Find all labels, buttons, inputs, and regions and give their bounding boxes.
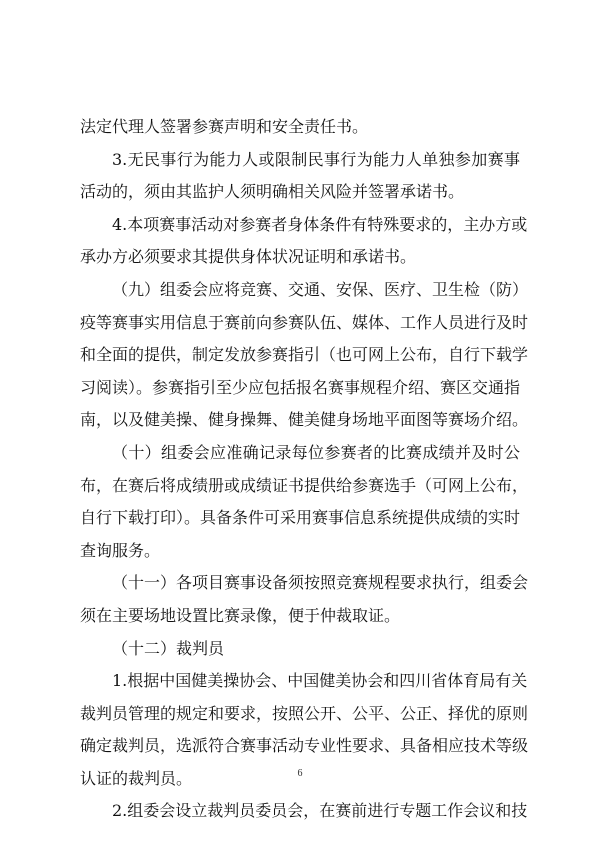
page-number: 6 — [297, 768, 303, 779]
text-line: 查询服务。 — [80, 540, 161, 560]
text-line: 南，以及健美操、健身操舞、健美健身场地平面图等赛场介绍。 — [80, 410, 529, 430]
text-line: 认证的裁判员。 — [80, 768, 193, 788]
text-line: 自行下载打印）。具备条件可采用赛事信息系统提供成绩的实时 — [80, 508, 521, 528]
text-line: 2.组委会设立裁判员委员会，在赛前进行专题工作会议和技 — [112, 801, 528, 821]
text-line: 须在主要场地设置比赛录像，便于仲裁取证。 — [80, 605, 401, 625]
text-line: 疫等赛事实用信息于赛前向参赛队伍、媒体、工作人员进行及时 — [80, 312, 529, 332]
text-line: 4.本项赛事活动对参赛者身体条件有特殊要求的，主办方或 — [112, 214, 528, 234]
body-text — [80, 111, 529, 828]
text-line: （九）组委会应将竞赛、交通、安保、医疗、卫生检（防） — [112, 279, 529, 299]
text-line: （十）组委会应准确记录每位参赛者的比赛成绩并及时公 — [112, 442, 520, 462]
text-line: 3.无民事行为能力人或限制民事行为能力人单独参加赛事 — [112, 149, 520, 169]
text-line: 确定裁判员，选派符合赛事活动专业性要求、具备相应技术等级 — [80, 736, 529, 756]
text-line: 布，在赛后将成绩册或成绩证书提供给参赛选手（可网上公布， — [80, 475, 529, 495]
text-line: 裁判员管理的规定和要求，按照公开、公平、公正、择优的原则 — [80, 703, 529, 723]
text-line: （十一）各项目赛事设备须按照竞赛规程要求执行，组委会 — [112, 573, 529, 593]
text-line: 承办方必须要求其提供身体状况证明和承诺书。 — [80, 247, 417, 267]
text-line: 法定代理人签署参赛声明和安全责任书。 — [80, 117, 369, 136]
text-line: 习阅读）。参赛指引至少应包括报名赛事规程介绍、赛区交通指 — [80, 377, 521, 397]
text-line: 1.根据中国健美操协会、中国健美协会和四川省体育局有关 — [112, 671, 528, 691]
text-line: 和全面的提供，制定发放参赛指引（也可网上公布，自行下载学 — [80, 345, 529, 365]
text-line: 活动的，须由其监护人须明确相关风险并签署承诺书。 — [80, 182, 465, 202]
section-heading: （十二）裁判员 — [112, 638, 225, 658]
